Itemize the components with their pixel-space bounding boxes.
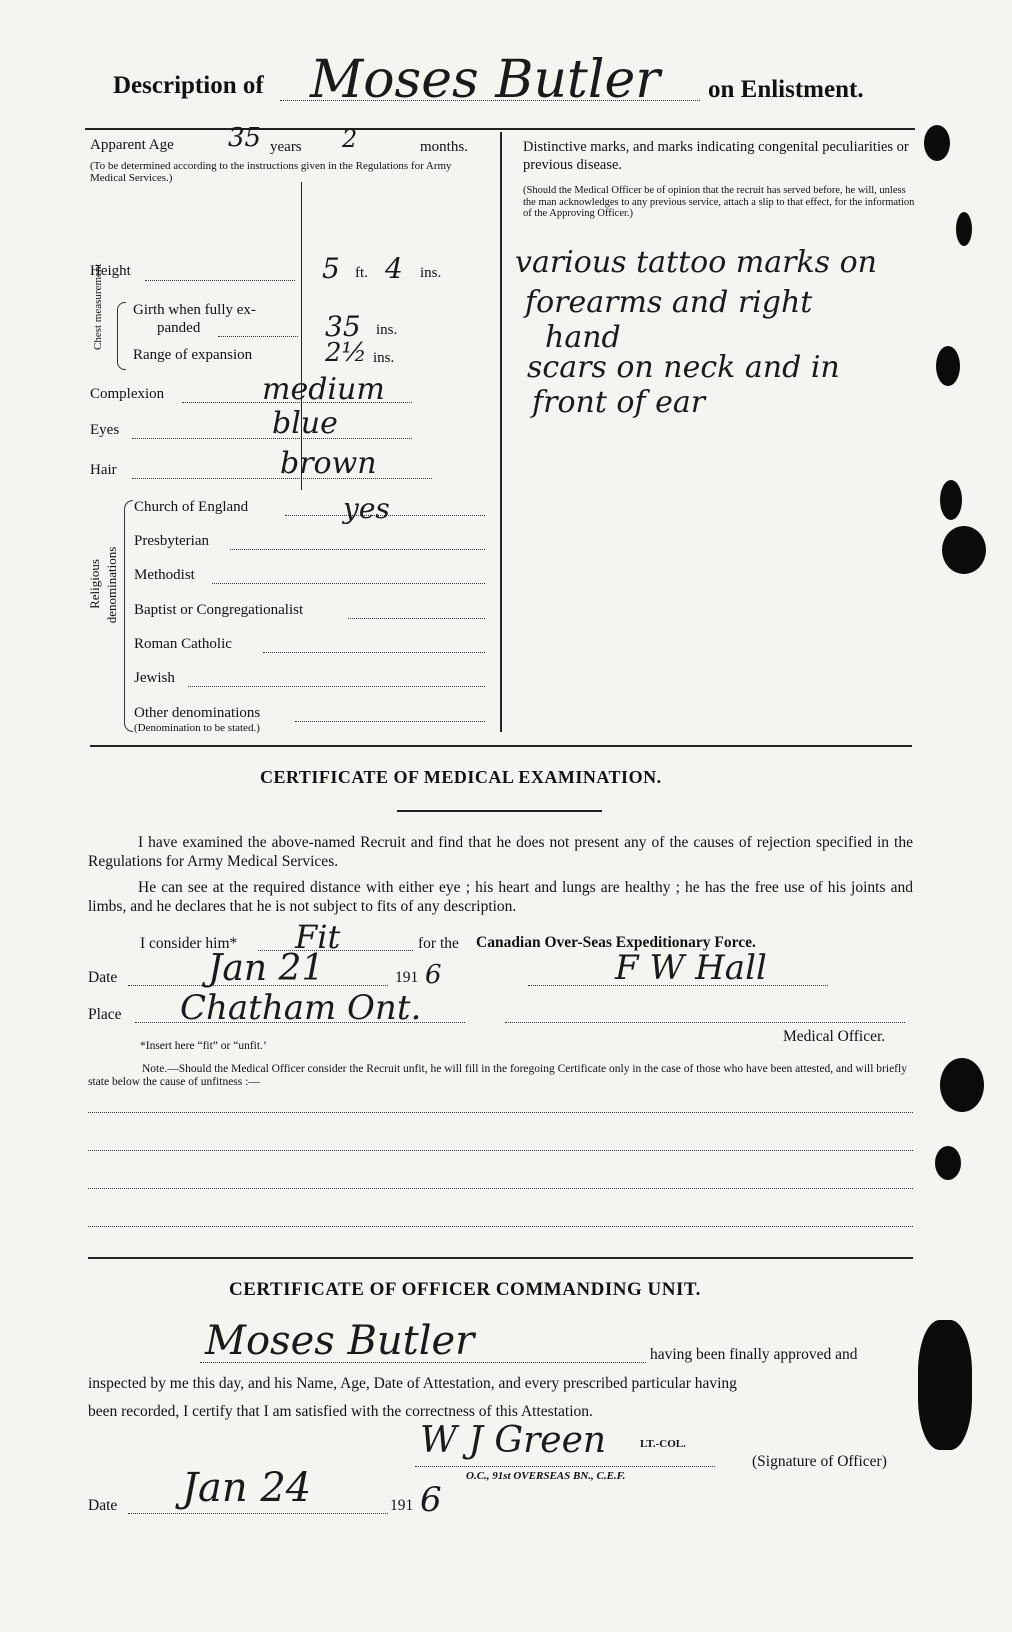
range-value: 2½ <box>325 338 367 368</box>
medical-para-2: He can see at the required distance with either eye ; his heart and lungs are healthy ; he has the free use of his joints and limbs, and he declares that he is not subject to fits of any description. <box>88 879 913 915</box>
medical-year-prefix: 191 <box>395 969 419 986</box>
religion-item-baptist: Baptist or Congregationalist <box>134 602 304 618</box>
commanding-name: Moses Butler <box>205 1318 475 1364</box>
age-months-value: 2 <box>342 125 358 153</box>
punch-hole <box>942 526 986 574</box>
medical-year-digit: 6 <box>425 960 442 990</box>
chest-side-label: Chest measurement <box>92 263 104 350</box>
insert-note: *Insert here “fit” or “unfit.’ <box>140 1040 267 1052</box>
girth-unit: ins. <box>376 322 398 338</box>
marks-note: (Should the Medical Officer be of opinion that the recruit has served before, he will, unless the man acknowledges to any previous service, attach a slip to that effect, for the information of the Approving Officer.) <box>523 185 915 219</box>
years-label: years <box>270 139 302 155</box>
range-label: Range of expansion <box>133 347 253 363</box>
hair-value: brown <box>280 446 377 481</box>
place-label: Place <box>88 1006 122 1023</box>
punch-hole <box>924 125 950 161</box>
commanding-year-digit: 6 <box>420 1480 442 1520</box>
hair-label: Hair <box>90 462 117 478</box>
commanding-date-label: Date <box>88 1497 118 1514</box>
religion-leader <box>188 686 485 687</box>
inner-divider <box>301 182 302 490</box>
medical-title: CERTIFICATE OF MEDICAL EXAMINATION. <box>260 767 662 787</box>
religion-side-label-2: denominations <box>104 546 119 624</box>
punch-hole <box>940 1058 984 1112</box>
note-text: —Should the Medical Officer consider the Recruit unfit, he will fill in the foregoing Certificate only in the case of those who have been attested, and will briefly state below the cause of unfitness :— <box>88 1063 907 1088</box>
marks-line-4: scars on neck and in <box>527 350 840 385</box>
signature-of-officer-label: (Signature of Officer) <box>752 1453 887 1470</box>
unfitness-line-3 <box>88 1188 913 1189</box>
religion-other-note: (Denomination to be stated.) <box>134 722 260 734</box>
medical-para-1: I have examined the above-named Recruit and find that he does not present any of the causes of rejection specified in the Regulations for Army Medical Services. <box>88 834 913 870</box>
religion-bracket <box>124 500 133 732</box>
height-ft-value: 5 <box>322 252 340 285</box>
header-name: Moses Butler <box>310 50 661 110</box>
marks-line-5: front of ear <box>532 385 706 420</box>
commanding-rank: LT.-COL. <box>640 1438 686 1450</box>
column-divider <box>500 132 502 732</box>
religion-item-roman-catholic: Roman Catholic <box>134 636 232 652</box>
height-ins-value: 4 <box>385 252 403 285</box>
commanding-date-value: Jan 24 <box>182 1465 312 1511</box>
chest-bracket <box>117 302 126 370</box>
for-label: for the <box>418 935 459 952</box>
commanding-line-3: been recorded, I certify that I am satisfied with the correctness of this Attestation. <box>88 1403 593 1420</box>
range-unit: ins. <box>373 350 395 366</box>
header-name-line <box>280 100 700 101</box>
approved-label: having been finally approved and <box>650 1346 858 1363</box>
girth-label-1: Girth when fully ex- <box>133 302 256 318</box>
religion-leader <box>212 583 485 584</box>
complexion-value: medium <box>262 372 385 407</box>
medical-officer-label: Medical Officer. <box>783 1028 886 1045</box>
religion-leader <box>263 652 485 653</box>
religion-side-label-1: Religious <box>87 559 102 609</box>
commanding-signature-line <box>415 1466 715 1467</box>
commanding-stamp: O.C., 91st OVERSEAS BN., C.E.F. <box>466 1470 626 1482</box>
unfitness-line-2 <box>88 1150 913 1151</box>
force-label: Canadian Over-Seas Expeditionary Force. <box>476 934 756 951</box>
religion-item-presbyterian: Presbyterian <box>134 533 209 549</box>
place-right-leader <box>505 1022 905 1023</box>
height-label: Height <box>90 263 131 279</box>
ins-label: ins. <box>420 265 442 281</box>
marks-title: Distinctive marks, and marks indicating congenital peculiarities or previous disease. <box>523 139 909 173</box>
header-prefix: Description of <box>113 72 264 99</box>
complexion-label: Complexion <box>90 386 165 402</box>
consider-value: Fit <box>295 918 341 956</box>
eyes-label: Eyes <box>90 422 120 438</box>
marks-line-1: various tattoo marks on <box>515 245 877 280</box>
marks-line-2: forearms and right <box>525 285 813 320</box>
unfitness-line-1 <box>88 1112 913 1113</box>
medical-title-rule <box>397 810 602 812</box>
apparent-age-label: Apparent Age <box>90 137 174 153</box>
description-bottom-rule <box>90 745 912 747</box>
girth-label-2: panded <box>157 320 201 336</box>
unfitness-line-4 <box>88 1226 913 1227</box>
marks-line-3: hand <box>545 320 621 355</box>
girth-value: 35 <box>325 310 361 343</box>
punch-hole <box>918 1320 972 1450</box>
religion-leader <box>230 549 485 550</box>
religion-leader <box>348 618 485 619</box>
top-rule <box>85 128 915 130</box>
punch-hole <box>940 480 962 520</box>
commanding-date-leader <box>128 1513 388 1514</box>
medical-note <box>88 1063 918 1089</box>
punch-hole <box>956 212 972 246</box>
medical-date-label: Date <box>88 969 118 986</box>
consider-label: I consider him* <box>140 935 238 952</box>
place-value: Chatham Ont. <box>180 988 422 1028</box>
religion-item-methodist: Methodist <box>134 567 195 583</box>
eyes-value: blue <box>272 406 338 441</box>
height-leader <box>145 280 295 281</box>
commanding-year-prefix: 191 <box>390 1497 414 1514</box>
medical-signature: F W Hall <box>615 948 767 988</box>
ft-label: ft. <box>355 265 368 281</box>
age-note: (To be determined according to the instructions given in the Regulations for Army Medical Services.) <box>90 160 452 184</box>
religion-value-church-of-england: yes <box>343 492 390 525</box>
commanding-signature: W J Green <box>420 1420 607 1461</box>
girth-leader <box>218 336 298 337</box>
months-label: months. <box>420 139 468 155</box>
medical-date-value: Jan 21 <box>208 948 325 989</box>
note-label: Note. <box>142 1063 168 1075</box>
medical-bottom-rule <box>88 1257 913 1259</box>
religion-item-jewish: Jewish <box>134 670 175 686</box>
religion-item-church-of-england: Church of England <box>134 499 249 515</box>
religion-leader <box>295 721 485 722</box>
header-suffix: on Enlistment. <box>708 76 864 103</box>
punch-hole <box>935 1146 961 1180</box>
commanding-title: CERTIFICATE OF OFFICER COMMANDING UNIT. <box>229 1279 701 1300</box>
commanding-line-2: inspected by me this day, and his Name, Age, Date of Attestation, and every prescribed particular having <box>88 1375 737 1392</box>
commanding-name-line <box>200 1362 646 1363</box>
punch-hole <box>936 346 960 386</box>
age-years-value: 35 <box>228 123 262 153</box>
religion-item-other: Other denominations <box>134 705 261 721</box>
